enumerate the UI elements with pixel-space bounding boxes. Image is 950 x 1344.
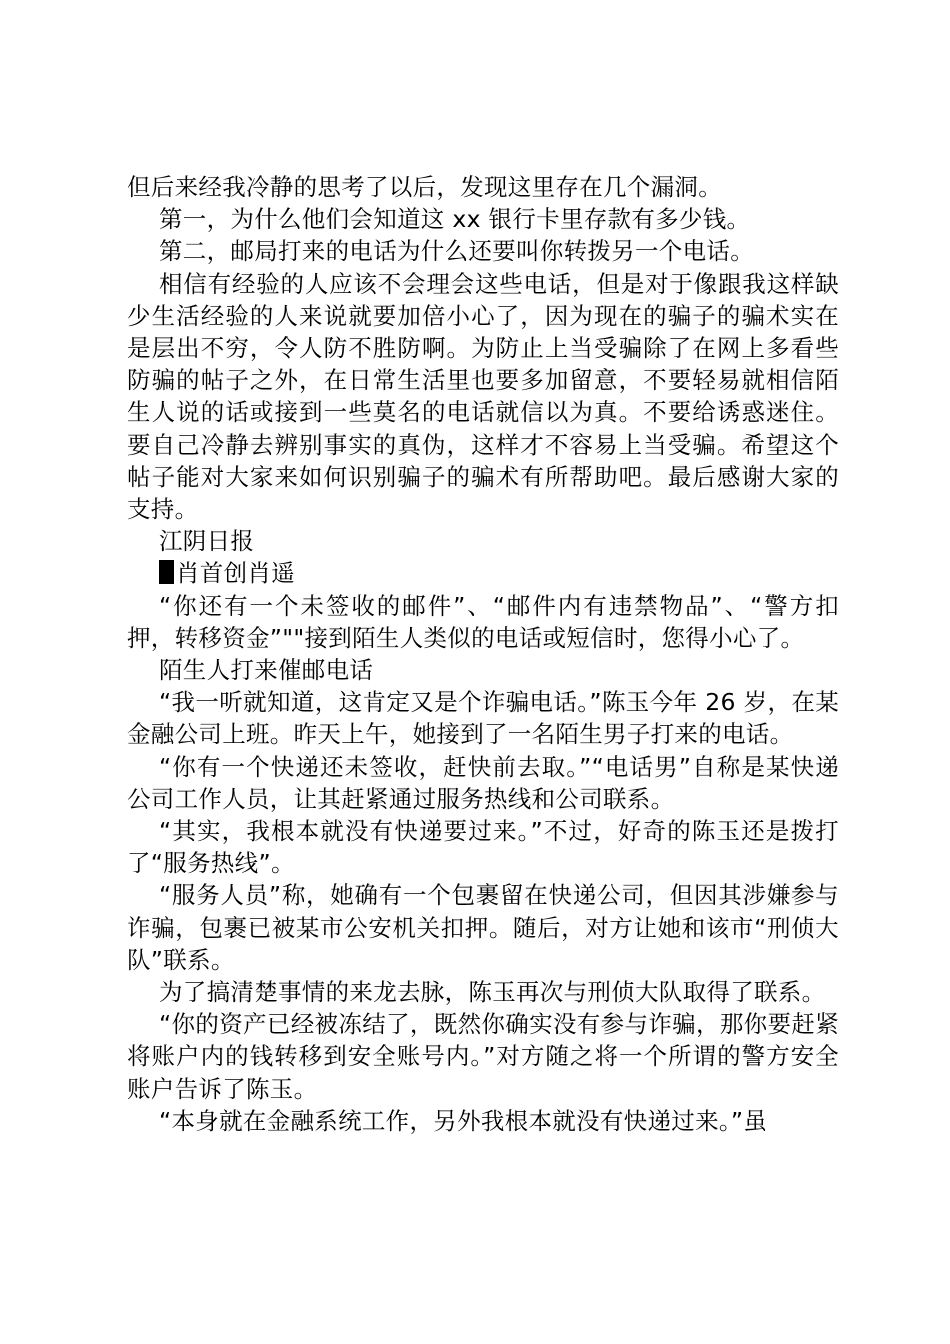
paragraph-story-7: “本身就在金融系统工作，另外我根本就没有快递过来。”虽	[159, 1106, 768, 1135]
paragraph-story-4: “服务人员”称，她确有一个包裹留在快递公司，但因其涉嫌参与诈骗，包裹已被某市公安机关扣押。随后，对方让她和该市“刑侦大队”联系。	[127, 881, 839, 974]
paragraph-authors	[127, 557, 839, 589]
paragraph-story-5: 为了搞清楚事情的来龙去脉，陈玉再次与刑侦大队取得了联系。	[159, 978, 826, 1007]
paragraph-second-flaw: 第二，邮局打来的电话为什么还要叫你转拨另一个电话。	[159, 237, 754, 266]
paragraph-story-1: “我一听就知道，这肯定又是个诈骗电话。”陈玉今年 26 岁，在某金融公司上班。昨天上午，她接到了一名陌生男子打来的电话。	[127, 688, 839, 749]
paragraph-subheading: 陌生人打来催邮电话	[159, 656, 374, 685]
paragraph-story-3: “其实，我根本就没有快递要过来。”不过，好奇的陈玉还是拨打了“服务热线”。	[127, 817, 839, 878]
paragraph-story-2: “你有一个快递还未签收，赶快前去取。”“电话男”自称是某快递公司工作人员，让其赶紧通过服务热线和公司联系。	[127, 752, 839, 813]
paragraph-source: 江阴日报	[159, 527, 255, 556]
paragraph-advice: 相信有经验的人应该不会理会这些电话，但是对于像跟我这样缺少生活经验的人来说就要加倍小心了，因为现在的骗子的骗术实在是层出不穷，令人防不胜防啊。为防止上当受骗除了在网上多看些防骗的帖子之外，在日常生活里也要多加留意，不要轻易就相信陌生人说的话或接到一些莫名的电话就信以为真。不要给诱惑迷住。要自己冷静去辨别事实的真伪，这样才不容易上当受骗。希望这个帖子能对大家来如何识别骗子的骗术有所帮助吧。最后感谢大家的支持。	[127, 269, 839, 524]
paragraph-story-6: “你的资产已经被冻结了，既然你确实没有参与诈骗，那你要赶紧将账户内的钱转移到安全账号内。”对方随之将一个所谓的警方安全账户告诉了陈玉。	[127, 1010, 839, 1103]
paragraph-warning-lead: “你还有一个未签收的邮件”、“邮件内有违禁物品”、“警方扣押，转移资金”""接到陌生人类似的电话或短信时，您得小心了。	[127, 591, 839, 652]
document-page	[127, 171, 839, 1137]
paragraph-intro: 但后来经我冷静的思考了以后，发现这里存在几个漏洞。	[127, 173, 722, 201]
black-block-marker	[159, 560, 174, 584]
authors-text: 肖首创肖遥	[176, 559, 295, 588]
paragraph-first-flaw: 第一，为什么他们会知道这 xx 银行卡里存款有多少钱。	[159, 205, 751, 234]
